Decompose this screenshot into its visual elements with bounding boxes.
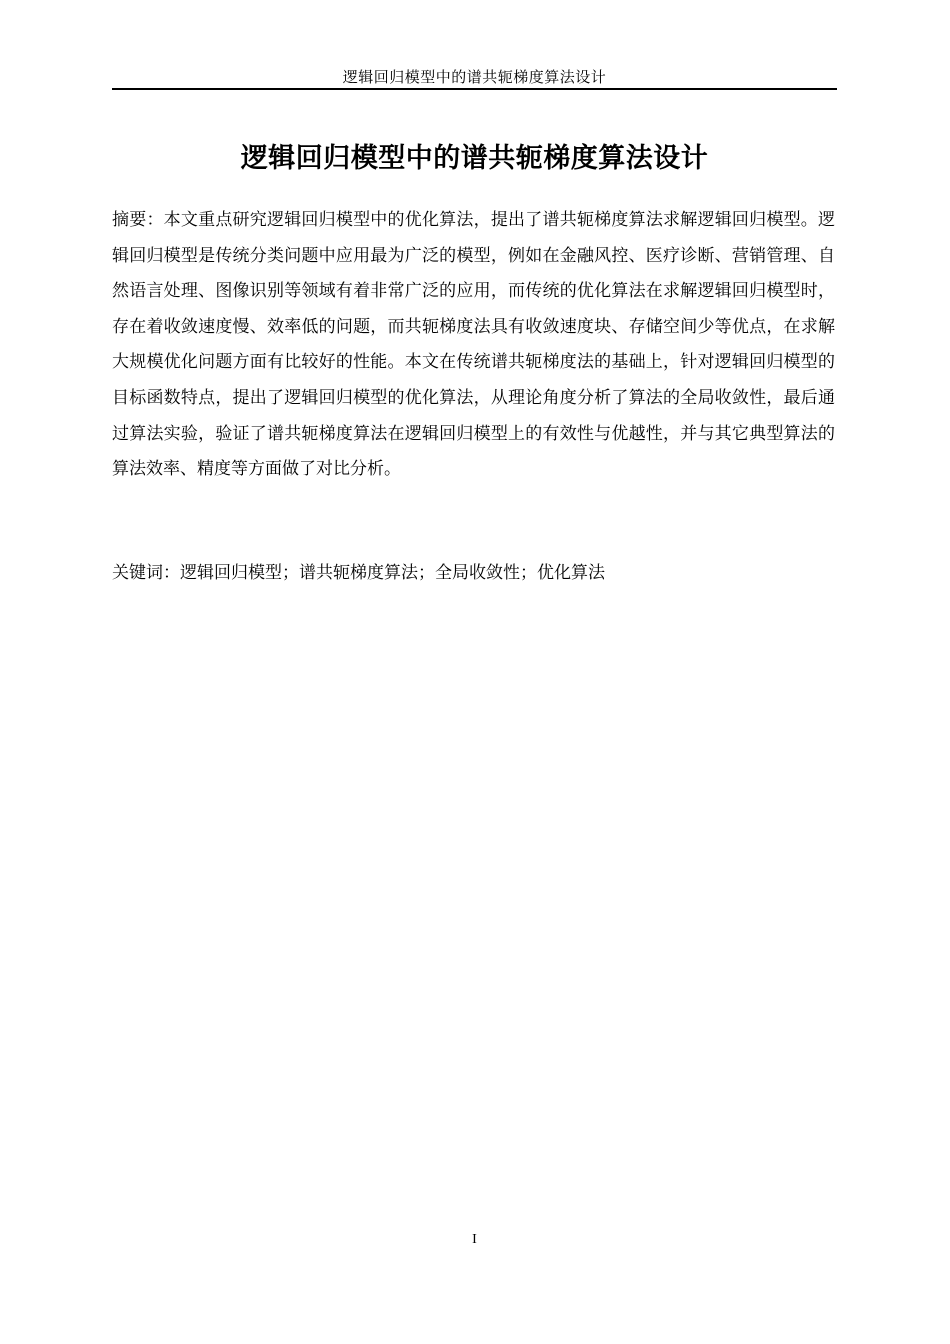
running-header: 逻辑回归模型中的谱共轭梯度算法设计 xyxy=(342,68,607,86)
document-title: 逻辑回归模型中的谱共轭梯度算法设计 xyxy=(240,143,709,174)
keywords-text: 逻辑回归模型；谱共轭梯度算法；全局收敛性；优化算法 xyxy=(180,563,605,583)
header-rule xyxy=(112,88,837,90)
abstract-paragraph xyxy=(112,203,835,488)
abstract-text: 本文重点研究逻辑回归模型中的优化算法，提出了谱共轭梯度算法求解逻辑回归模型。逻辑回归模型是传统分类问题中应用最为广泛的模型，例如在金融风控、医疗诊断、营销管理、自然语言处理、图像识别等领域有着非常广泛的应用，而传统的优化算法在求解逻辑回归模型时，存在着收敛速度慢、效率低的问题，而共轭梯度法具有收敛速度块、存储空间少等优点，在求解大规模优化问题方面有比较好的性能。本文在传统谱共轭梯度法的基础上，针对逻辑回归模型的目标函数特点，提出了逻辑回归模型的优化算法，从理论角度分析了算法的全局收敛性，最后通过算法实验，验证了谱共轭梯度算法在逻辑回归模型上的有效性与优越性，并与其它典型算法的算法效率、精度等方面做了对比分析。 xyxy=(112,210,836,480)
abstract-label: 摘要： xyxy=(112,210,164,230)
page-number: I xyxy=(472,1232,477,1247)
keywords-line xyxy=(112,556,835,591)
keywords-label: 关键词： xyxy=(112,563,180,583)
